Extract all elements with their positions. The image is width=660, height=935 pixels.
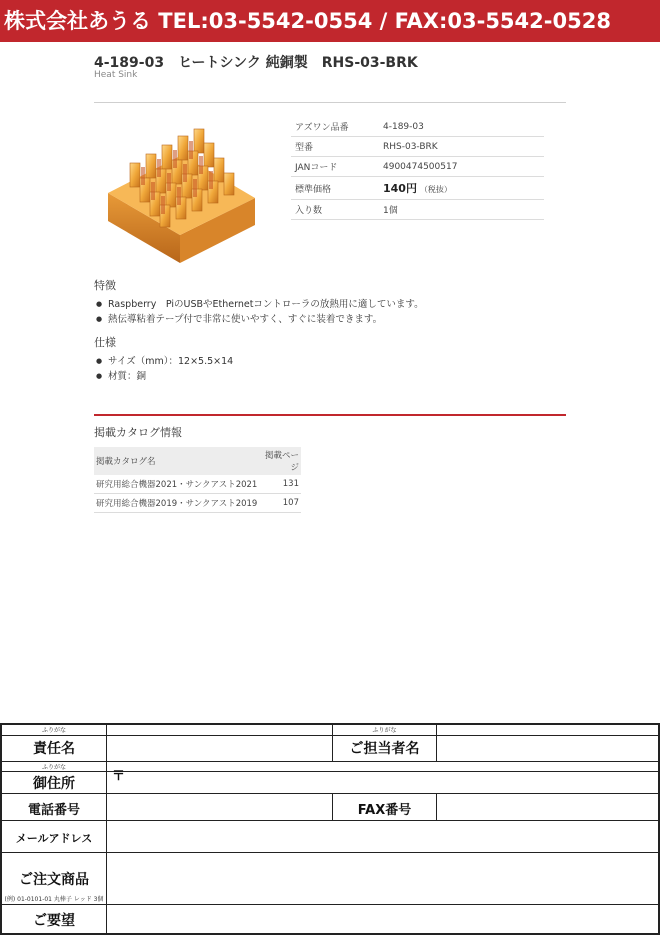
catalog-heading: 掲載カタログ情報 — [94, 426, 182, 439]
furigana-label: ふりがな — [41, 727, 66, 734]
contact-person-label: ご担当者名 — [349, 741, 420, 757]
spec-row — [291, 177, 544, 200]
price-value: 140円 — [383, 182, 417, 195]
contact-banner — [0, 0, 660, 42]
request-field[interactable] — [108, 905, 657, 932]
spec-key: JANコード — [291, 157, 379, 177]
email-field[interactable] — [108, 821, 657, 851]
list-item: ● Raspberry PiのUSBやEthernetコントローラの放熱用に適しています。 — [94, 297, 424, 312]
spec-key: 標準価格 — [291, 177, 379, 200]
table-header — [94, 447, 301, 475]
spec-key: アズワン品番 — [291, 117, 379, 137]
spec-key: 型番 — [291, 137, 379, 157]
spec-row — [291, 200, 544, 220]
address-field[interactable] — [130, 763, 657, 792]
responsible-name-field[interactable] — [108, 736, 331, 760]
contact-person-field[interactable] — [438, 736, 657, 760]
spec-row — [291, 137, 544, 157]
phone-field[interactable] — [108, 794, 331, 819]
product-title: 4-189-03 ヒートシンク 純銅製 RHS-03-BRK — [94, 55, 418, 71]
table-row — [94, 494, 301, 513]
catalog-page: 131 — [259, 475, 301, 494]
list-item: ● サイズ（mm）：12×5.5×14 — [94, 354, 233, 369]
tax-note: （税抜） — [419, 185, 452, 194]
heat-sink-image — [100, 123, 260, 263]
fax-label: FAX番号 — [357, 803, 412, 818]
catalog-table — [94, 447, 301, 513]
spec-row — [291, 157, 544, 177]
catalog-name: 研究用総合機器2021・サンクアスト2021 — [94, 475, 259, 494]
catalog-page: 107 — [259, 494, 301, 513]
table-row — [94, 475, 301, 494]
product-subtitle: Heat Sink — [94, 70, 138, 80]
furigana-label: ふりがな — [372, 727, 397, 734]
features-list — [94, 297, 424, 327]
spec-value: RHS-03-BRK — [379, 137, 544, 157]
spec-value: 1個 — [379, 200, 544, 220]
spec-value: 4900474500517 — [379, 157, 544, 177]
furigana-label: ふりがな — [41, 764, 66, 771]
catalog-name: 研究用総合機器2019・サンクアスト2019 — [94, 494, 259, 513]
section-divider — [94, 414, 566, 416]
responsible-name-label: 責任名 — [33, 741, 75, 757]
divider — [94, 102, 566, 103]
list-item: ● 材質：銅 — [94, 369, 233, 384]
spec-value: 4-189-03 — [379, 117, 544, 137]
fax-field[interactable] — [438, 794, 657, 819]
banner-text: 株式会社あうる TEL:03-5542-0554 / FAX:03-5542-0528 — [4, 9, 611, 33]
col-header-name: 掲載カタログ名 — [94, 447, 259, 475]
specs-list — [94, 354, 233, 384]
spec-table — [291, 117, 544, 220]
spec-row — [291, 117, 544, 137]
list-item: ● 熱伝導粘着テープ付で非常に使いやすく、すぐに装着できます。 — [94, 312, 424, 327]
col-header-page: 掲載ページ — [259, 447, 301, 475]
postal-mark: 〒 — [112, 769, 126, 784]
order-item-field[interactable] — [108, 853, 657, 903]
spec-key: 入り数 — [291, 200, 379, 220]
order-form — [0, 723, 660, 935]
spec-price-cell — [379, 177, 544, 200]
phone-label: 電話番号 — [27, 803, 80, 818]
order-item-label: ご注文商品 — [19, 872, 89, 888]
features-heading: 特徴 — [94, 279, 116, 292]
specs-heading: 仕様 — [94, 336, 116, 349]
request-label: ご要望 — [33, 913, 75, 929]
address-label: 御住所 — [33, 776, 75, 792]
email-label: メールアドレス — [15, 832, 93, 845]
order-example: (例) 01-0101-01 丸棒子 レッド 3個 — [4, 896, 104, 903]
